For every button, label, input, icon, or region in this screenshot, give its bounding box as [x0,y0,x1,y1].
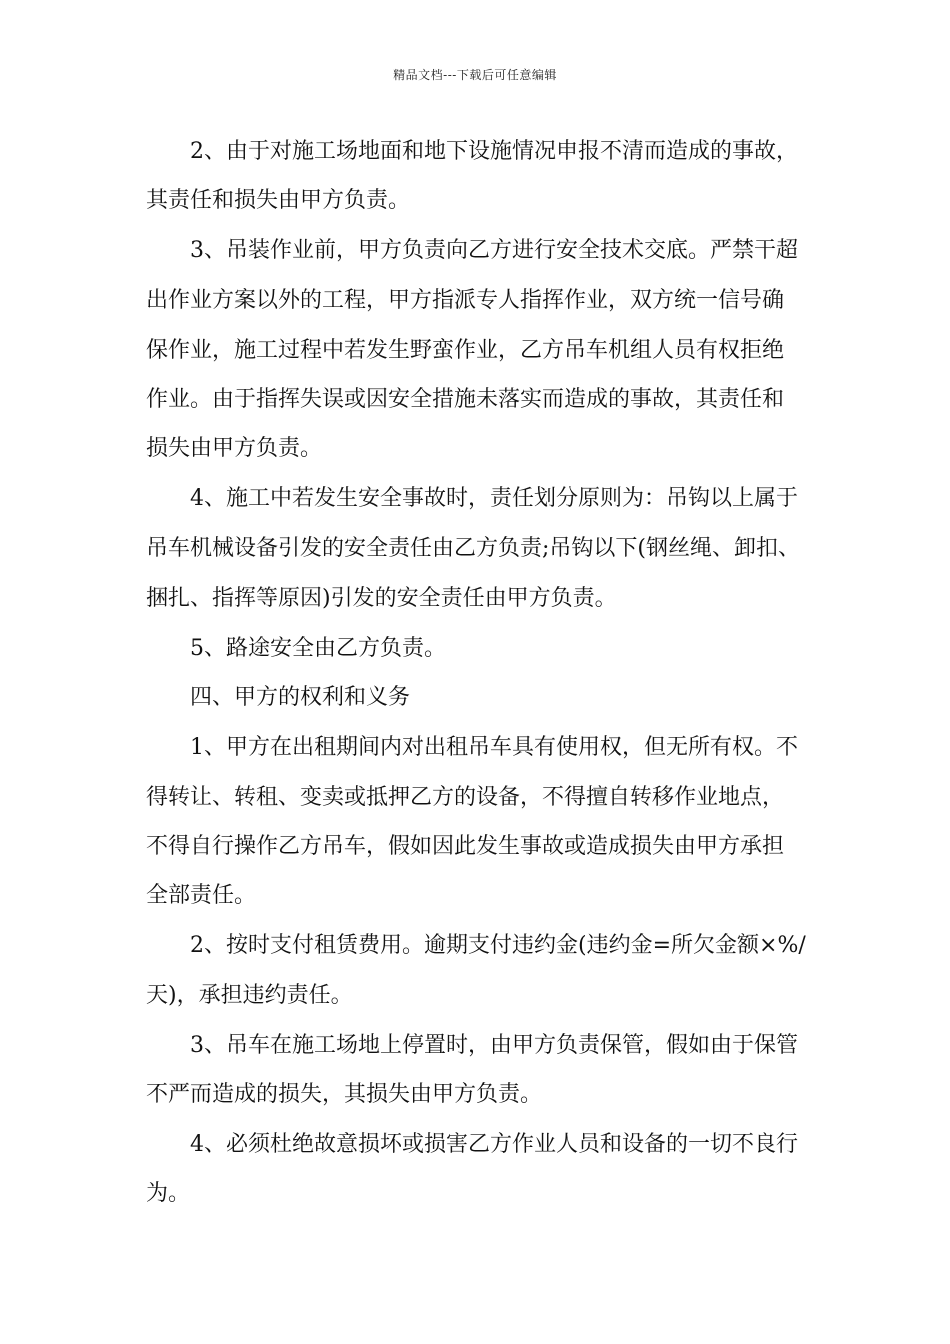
paragraph-line: 5、路途安全由乙方负责。 [190,636,446,661]
paragraph-line: 全部责任。 [146,883,257,908]
section-heading: 四、甲方的权利和义务 [190,685,411,710]
paragraph-line: 4、施工中若发生安全事故时，责任划分原则为：吊钩以上属于 [190,486,798,511]
page-header: 精品文档---下载后可任意编辑 [393,68,557,82]
paragraph-line: 2、由于对施工场地面和地下设施情况申报不清而造成的事故， [190,139,798,164]
paragraph-line: 损失由甲方负责。 [146,436,323,461]
paragraph-line: 3、吊车在施工场地上停置时，由甲方负责保管，假如由于保管 [190,1033,798,1058]
paragraph-line: 吊车机械设备引发的安全责任由乙方负责;吊钩以下(钢丝绳、卸扣、 [146,536,800,561]
paragraph-line: 其责任和损失由甲方负责。 [146,188,411,213]
paragraph-line: 不得自行操作乙方吊车，假如因此发生事故或造成损失由甲方承担 [146,834,785,859]
paragraph-line: 不严而造成的损失，其损失由甲方负责。 [146,1082,543,1107]
paragraph-line: 4、必须杜绝故意损坏或损害乙方作业人员和设备的一切不良行 [190,1132,798,1157]
paragraph-line: 1、甲方在出租期间内对出租吊车具有使用权，但无所有权。不 [190,735,798,760]
paragraph-line: 3、吊装作业前，甲方负责向乙方进行安全技术交底。严禁干超 [190,238,798,263]
paragraph-line: 作业。由于指挥失误或因安全措施未落实而造成的事故，其责任和 [146,387,785,412]
paragraph-line: 出作业方案以外的工程，甲方指派专人指挥作业，双方统一信号确 [146,288,785,313]
paragraph-line: 捆扎、指挥等原因)引发的安全责任由甲方负责。 [146,586,617,611]
paragraph-line: 保作业，施工过程中若发生野蛮作业，乙方吊车机组人员有权拒绝 [146,338,785,363]
paragraph-line: 得转让、转租、变卖或抵押乙方的设备，不得擅自转移作业地点， [146,785,785,810]
paragraph-line: 为。 [146,1181,191,1206]
paragraph-line: 2、按时支付租赁费用。逾期支付违约金(违约金=所欠金额×%/ [190,933,806,958]
paragraph-line: 天)，承担违约责任。 [146,983,353,1008]
